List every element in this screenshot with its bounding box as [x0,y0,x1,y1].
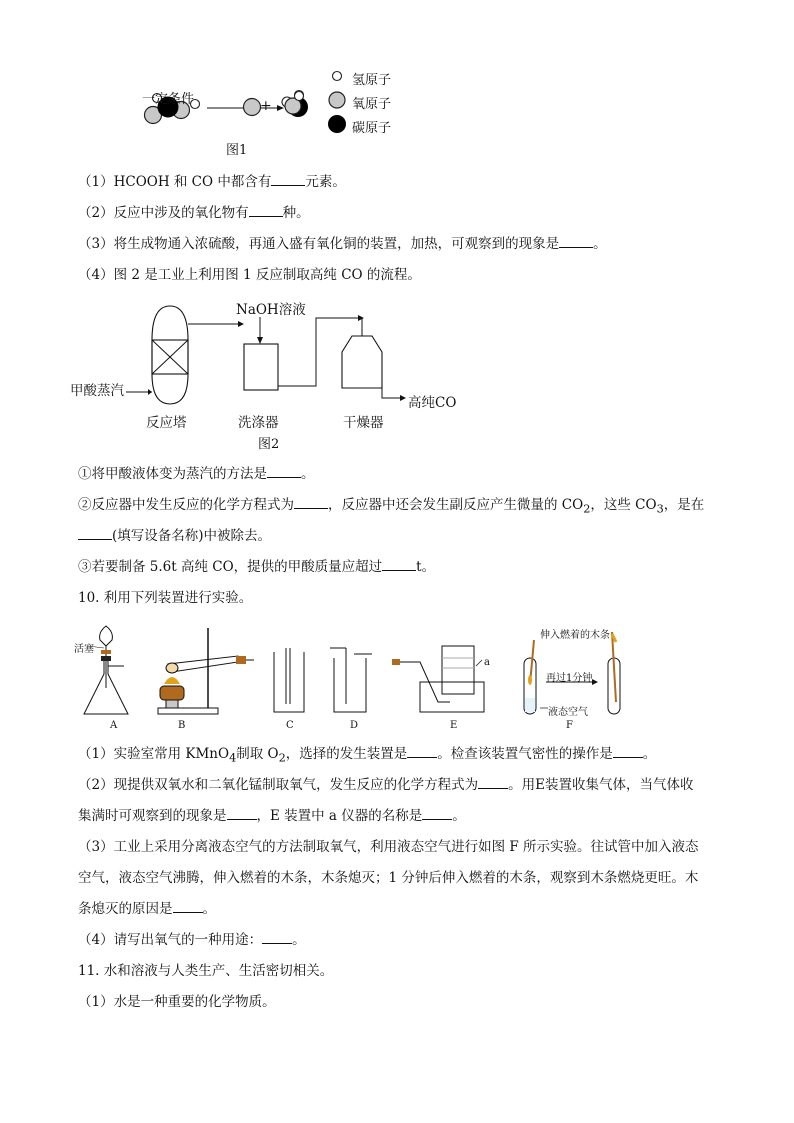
q9-sub2 [78,496,704,519]
answer-blank[interactable] [262,931,292,944]
answer-blank[interactable] [227,807,257,820]
liquid-air-label: 液态空气 [548,707,588,718]
answer-blank[interactable] [382,558,416,571]
answer-blank[interactable] [613,745,643,758]
answer-blank[interactable] [407,745,437,758]
q10-item4-text: （4）请写出氧气的一种用途： [78,932,263,948]
q10-item4-tail: 。 [292,932,306,948]
subscript: 2 [278,751,286,765]
q11-item1: （1）水是一种重要的化学物质。 [78,994,276,1010]
stick-label: 伸入燃着的木条 [540,630,610,641]
q9-sub2-tail: ，是在 [663,497,705,513]
q9-sub2-mid2: ，这些 CO [590,497,657,513]
q9-item1 [78,173,346,191]
apparatus-c [274,648,304,712]
q9-sub2-text: ②反应器中发生反应的化学方程式为 [78,497,294,513]
q9-sub1 [78,465,315,483]
q10-item2-line2-mid: ，E 装置中 a 仪器的名称是 [256,808,423,824]
q9-item2 [78,204,310,222]
oxygen-atom-icon [244,99,261,116]
output-label: 高纯CO [408,395,457,411]
q10-item2-line2-tail: 。 [452,808,466,824]
carbon-legend-icon [328,115,346,133]
plus-sign: + [260,98,272,114]
q9-sub2-line2 [78,527,271,545]
products-diagram [236,88,326,124]
q10-item1-text: （1）实验室常用 KMnO [78,746,230,762]
q10-item1-tail: 。 [642,746,657,762]
hydrogen-legend-icon [333,72,342,81]
q10-item2-line2-text: 集满时可观察到的现象是 [78,808,227,824]
e-a-label: a [484,657,490,668]
answer-blank[interactable] [78,527,112,540]
apparatus-e [392,646,484,712]
apparatus-label-c: C [286,720,294,731]
legend-hydrogen: 氢原子 [352,73,392,88]
apparatus-label-b: B [178,720,186,731]
q10-item3-line1: （3）工业上采用分离液态空气的方法制取氧气，利用液态空气进行如图 F 所示实验。往试管中加入液态 [78,839,699,855]
q10-item2-text: （2）现提供双氧水和二氧化锰制取氧气，发生反应的化学方程式为 [78,777,479,793]
answer-blank[interactable] [173,900,203,913]
q10-item3-line3-tail: 。 [202,901,216,917]
q10-item2-mid: 。用E装置收集气体，当气体收 [508,777,694,793]
input-label: 甲酸蒸汽 [70,383,124,399]
q9-sub3-tail: t。 [416,559,436,575]
legend-symbols [324,68,350,136]
answer-blank[interactable] [559,235,593,248]
apparatus-label-a: A [110,720,118,731]
apparatus-d [330,648,372,712]
q10-item4 [78,931,306,949]
q10-item2-line2 [78,807,466,825]
q10-item3-line2: 空气，液态空气沸腾，伸入燃着的木条，木条熄灭；1 分钟后伸入燃着的木条，观察到木条燃烧更旺。木 [78,870,699,886]
figure-1-caption: 图1 [226,143,248,158]
q9-item2-tail: 种。 [282,205,310,221]
valve-label: 活塞 [74,644,94,655]
legend-carbon: 碳原子 [352,121,392,136]
q9-sub1-tail: 。 [301,466,315,482]
q10-title: 10. 利用下列装置进行实验。 [78,590,253,606]
subscript: 4 [229,751,237,765]
answer-blank[interactable] [422,807,452,820]
q9-sub2-mid: ，反应器中还会发生副反应产生微量的 CO [328,497,584,513]
subscript: 3 [656,502,664,516]
q9-item1-text: （1）HCOOH 和 CO 中都含有 [78,174,272,190]
q10-item1 [78,745,656,768]
apparatus-label-e: E [450,720,458,731]
q11-title: 11. 水和溶液与人类生产、生活密切相关。 [78,963,334,979]
washer-label: 洗涤器 [238,415,279,431]
naoh-label: NaOH溶液 [236,302,306,318]
dryer [342,336,382,388]
washer [244,344,278,390]
q10-item2 [78,776,693,794]
q10-item1-mid: 制取 O [236,746,279,762]
apparatus-label-f: F [566,720,573,731]
answer-blank[interactable] [267,465,301,478]
dryer-label: 干燥器 [343,415,384,431]
answer-blank[interactable] [249,204,283,217]
tower-label: 反应塔 [146,415,187,431]
q9-sub1-text: ①将甲酸液体变为蒸汽的方法是 [78,466,267,482]
subscript: 2 [583,502,591,516]
q9-sub3 [78,558,435,576]
reaction-tower [152,306,188,404]
wait-label: 再过1分钟 [546,673,593,684]
apparatus-b [158,628,254,714]
q9-sub3-text: ③若要制备 5.6t 高纯 CO，提供的甲酸质量应超过 [78,559,383,575]
q9-item1-tail: 元素。 [305,174,346,190]
q9-item3 [78,235,607,253]
q9-item2-text: （2）反应中涉及的氧化物有 [78,205,249,221]
apparatus-label-d: D [350,720,359,731]
answer-blank[interactable] [271,173,305,186]
figure-2-caption: 图2 [258,437,280,452]
answer-blank[interactable] [294,496,328,509]
q9-item4: （4）图 2 是工业上利用图 1 反应制取高纯 CO 的流程。 [78,267,421,283]
reaction-condition: 一定条件 [142,92,195,107]
q9-item3-tail: 。 [593,236,607,252]
q10-item3-line3 [78,900,216,918]
q10-item3-line3-text: 条熄灭的原因是 [78,901,173,917]
oxygen-legend-icon [329,92,345,108]
q10-item1-mid2: ，选择的发生装置是 [285,746,408,762]
q9-item3-text: （3）将生成物通入浓硫酸，再通入盛有氧化铜的装置，加热，可观察到的现象是 [78,236,560,252]
q9-sub2-line2-text: (填写设备名称)中被除去。 [112,528,272,544]
q10-item1-mid3: 。检查该装置气密性的操作是 [437,746,613,762]
legend-oxygen: 氧原子 [352,97,392,112]
answer-blank[interactable] [478,776,508,789]
